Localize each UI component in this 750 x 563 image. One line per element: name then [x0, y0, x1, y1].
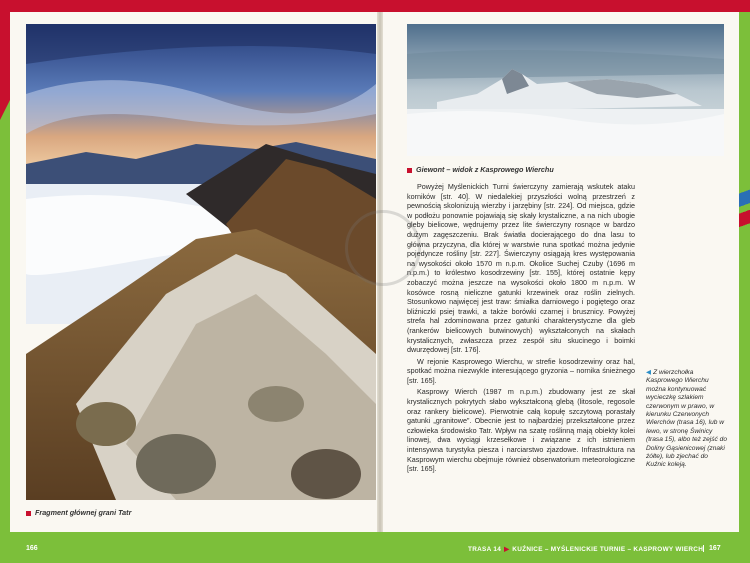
triangle-left-icon: ◀: [646, 369, 652, 376]
caption-marker-icon: [26, 511, 31, 516]
caption-right: [407, 165, 554, 174]
paragraph: Kasprowy Wierch (1987 m n.p.m.) zbudowany jest ze skał krystalicznych pokrytych słabo wykształconą glebą (litosole, regosole oraz rankery bielicowe). Pierwotnie całą kopułę szczytową porastały gatunki „granitowe”. Obecnie jest to najbardziej przekształcone przez człowieka środowisko Tatr. Wpływ na szatę roślinną mają obiekty kolei linowej, dwa wyciągi krzesełkowe i związane z ich istnieniem intensywna turystyka piesza i narciarstwo zjazdowe. Infrastruktura na Kasprowym wierchu obejmuje również obserwatorium meteorologiczne [str. 165].: [407, 387, 635, 474]
caption-left-text: Fragment głównej grani Tatr: [35, 508, 132, 517]
caption-right-text: Giewont – widok z Kasprowego Wierchu: [416, 165, 554, 174]
sidenote: [646, 369, 728, 470]
caption-left: [26, 508, 131, 517]
article-body: [407, 182, 635, 476]
page-number-left: 166: [26, 545, 38, 552]
photo-mountain-ridge: [26, 24, 376, 500]
caption-marker-icon: [407, 168, 412, 173]
footer-route: TRASA 14: [468, 546, 502, 553]
paragraph: Powyżej Myślenickich Turni świerczyny zamierają wskutek ataku korników [str. 40]. W niedalekiej przyszłości wolną przestrzeń z pewnością skolonizują wierzby i jarzębiny [str. 224]. Od miejsca, gdzie w podłożu ponownie pojawiają się skały krystaliczne, a na nich ubogie gleby bielicowe, wędrujemy przez lite świerczyny rosnące w bardzo dużym zagęszczeniu. Brak światła docierającego do dna lasu to główna przyczyna, dla której w warstwie runa spotkać można jedynie pojedyncze rośliny [str. 227]. Świerczyny osiągają kres występowania na wysokości około 1570 m n.p.m. Okolice Suchej Czuby (1696 m n.p.m.) to królestwo kosodrzewiny [str. 155], której ostatnie kępy zobaczyć można jeszcze na wysokości około 1800 m n.p.m. W kosówce rosną nieliczne gatunki krzewinek oraz roślin zielnych. Stosunkowo najwięcej jest traw: śmiałka darniowego i pogiętego oraz bliźniczki psiej trawki, a także borówki czarnej i brusznicy. Powyżej strefa hal zdominowana przez gatunki charakterystyczne dla gleb (rankerów bielicowych butwinowych) wykształconych na skałach krystalicznych, zwłaszcza przez zespół situ skucinego i boimki dwurzędowej [str. 176].: [407, 182, 635, 355]
page-number-right: 167: [703, 545, 721, 552]
sidenote-text: Z wierzchołka Kasprowego Wierchu można kontynuować wycieczkę szlakiem czerwonym w prawo, w kierunku Czerwonych Wierchów (trasa 16), lub w lewo, w stronę Świnicy (trasa 15), albo też zejść do Doliny Gąsienicowej (znaki żółte), lub zjechać do Kuźnic koleją.: [646, 369, 727, 469]
footer-title: [468, 545, 703, 553]
arrow-right-icon: ▶: [504, 546, 510, 553]
paragraph: W rejonie Kasprowego Wierchu, w strefie kosodrzewiny oraz hal, spotkać można niezwykle interesującego gryzonia – nornika śnieżnego [str. 165].: [407, 356, 635, 385]
top-red-band: [0, 0, 750, 12]
footer-route-title: KUŹNICE – MYŚLENICKIE TURNIE – KASPROWY WIERCH: [512, 546, 704, 553]
photo-giewont: [407, 24, 724, 156]
